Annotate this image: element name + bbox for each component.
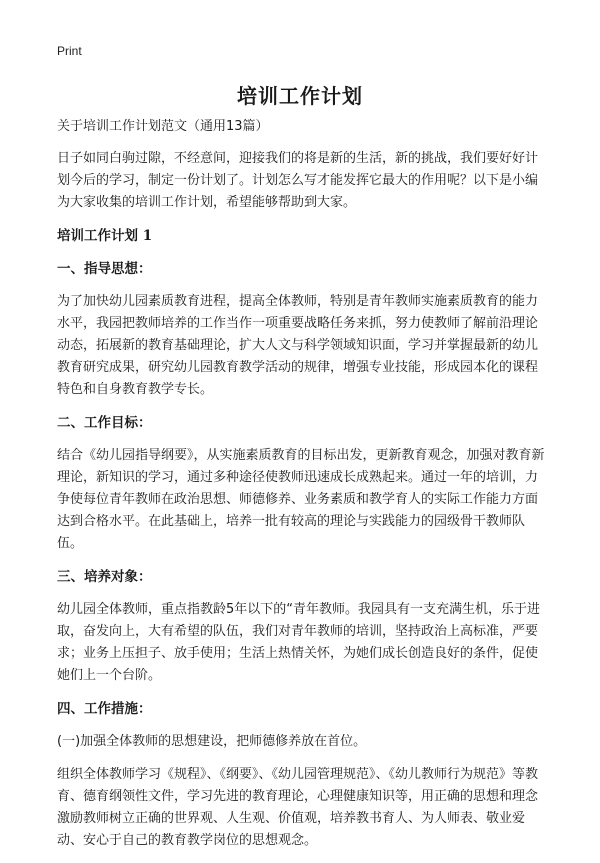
article-subtitle: 关于培训工作计划范文（通用13篇） (57, 119, 269, 134)
section-heading-measures: 四、工作措施： (57, 701, 152, 717)
closing-paragraph: 组织全体教师学习《规程》、《纲要》、《幼儿园管理规范》、《幼儿教师行为规范》等教育、德育纲领性文件，学习先进的教育理论，心理健康知识等，用正确的思想和理念激励教师树立正确的世界观、人生观、价值观，培养教书育人、为人师表、敬业爱动、安心于自己的教育教学岗位的思想观念。 (57, 767, 539, 848)
section-body-guiding: 为了加快幼儿园素质教育进程，提高全体教师，特别是青年教师实施素质教育的能力水平，我园把教师培养的工作当作一项重要战略任务来抓，努力使教师了解前沿理论动态，拓展新的教育基础理论，扩大人文与科学领域知识面，学习并掌握最新的幼儿教育研究成果，研究幼儿园教育教学活动的规律，增强专业技能，形成园本化的课程特色和自身教育教学专长。 (57, 294, 539, 397)
print-link[interactable]: Print (57, 44, 82, 58)
intro-paragraph: 日子如同白驹过隙，不经意间，迎接我们的将是新的生活，新的挑战，我们要好好计划今后的学习，制定一份计划了。计划怎么写才能发挥它最大的作用呢？以下是小编为大家收集的培训工作计划，希望能够帮助到大家。 (57, 151, 539, 210)
section-body-measures: (一)加强全体教师的思想建设，把师德修养放在首位。 (57, 734, 367, 749)
page-title: 培训工作计划 (237, 84, 363, 108)
article-content (57, 117, 545, 863)
section-body-goals: 结合《幼儿园指导纲要》，从实施素质教育的目标出发，更新教育观念，加强对教育新理论，新知识的学习，通过多种途径使教师迅速成长成熟起来。通过一年的培训，力争使每位青年教师在政治思想、师德修养、业务素质和教学育人的实际工作能力方面达到合格水平。在此基础上，培养一批有较高的理论与实践能力的园级骨干教师队伍。 (57, 448, 545, 551)
section-heading-targets: 三、培养对象： (57, 569, 152, 585)
section-heading-guiding: 一、指导思想： (57, 261, 152, 277)
section-heading-goals: 二、工作目标： (57, 415, 152, 431)
section-body-targets: 幼儿园全体教师，重点指教龄5年以下的“青年教师。我园具有一支充满生机，乐于进取，奋发向上，大有希望的队伍，我们对青年教师的培训，坚持政治上高标准，严要求；业务上压担子、放手使用；生活上热情关怀，为她们成长创造良好的条件，促使她们上一个台阶。 (57, 602, 541, 683)
plan-heading: 培训工作计划 1 (57, 228, 153, 244)
